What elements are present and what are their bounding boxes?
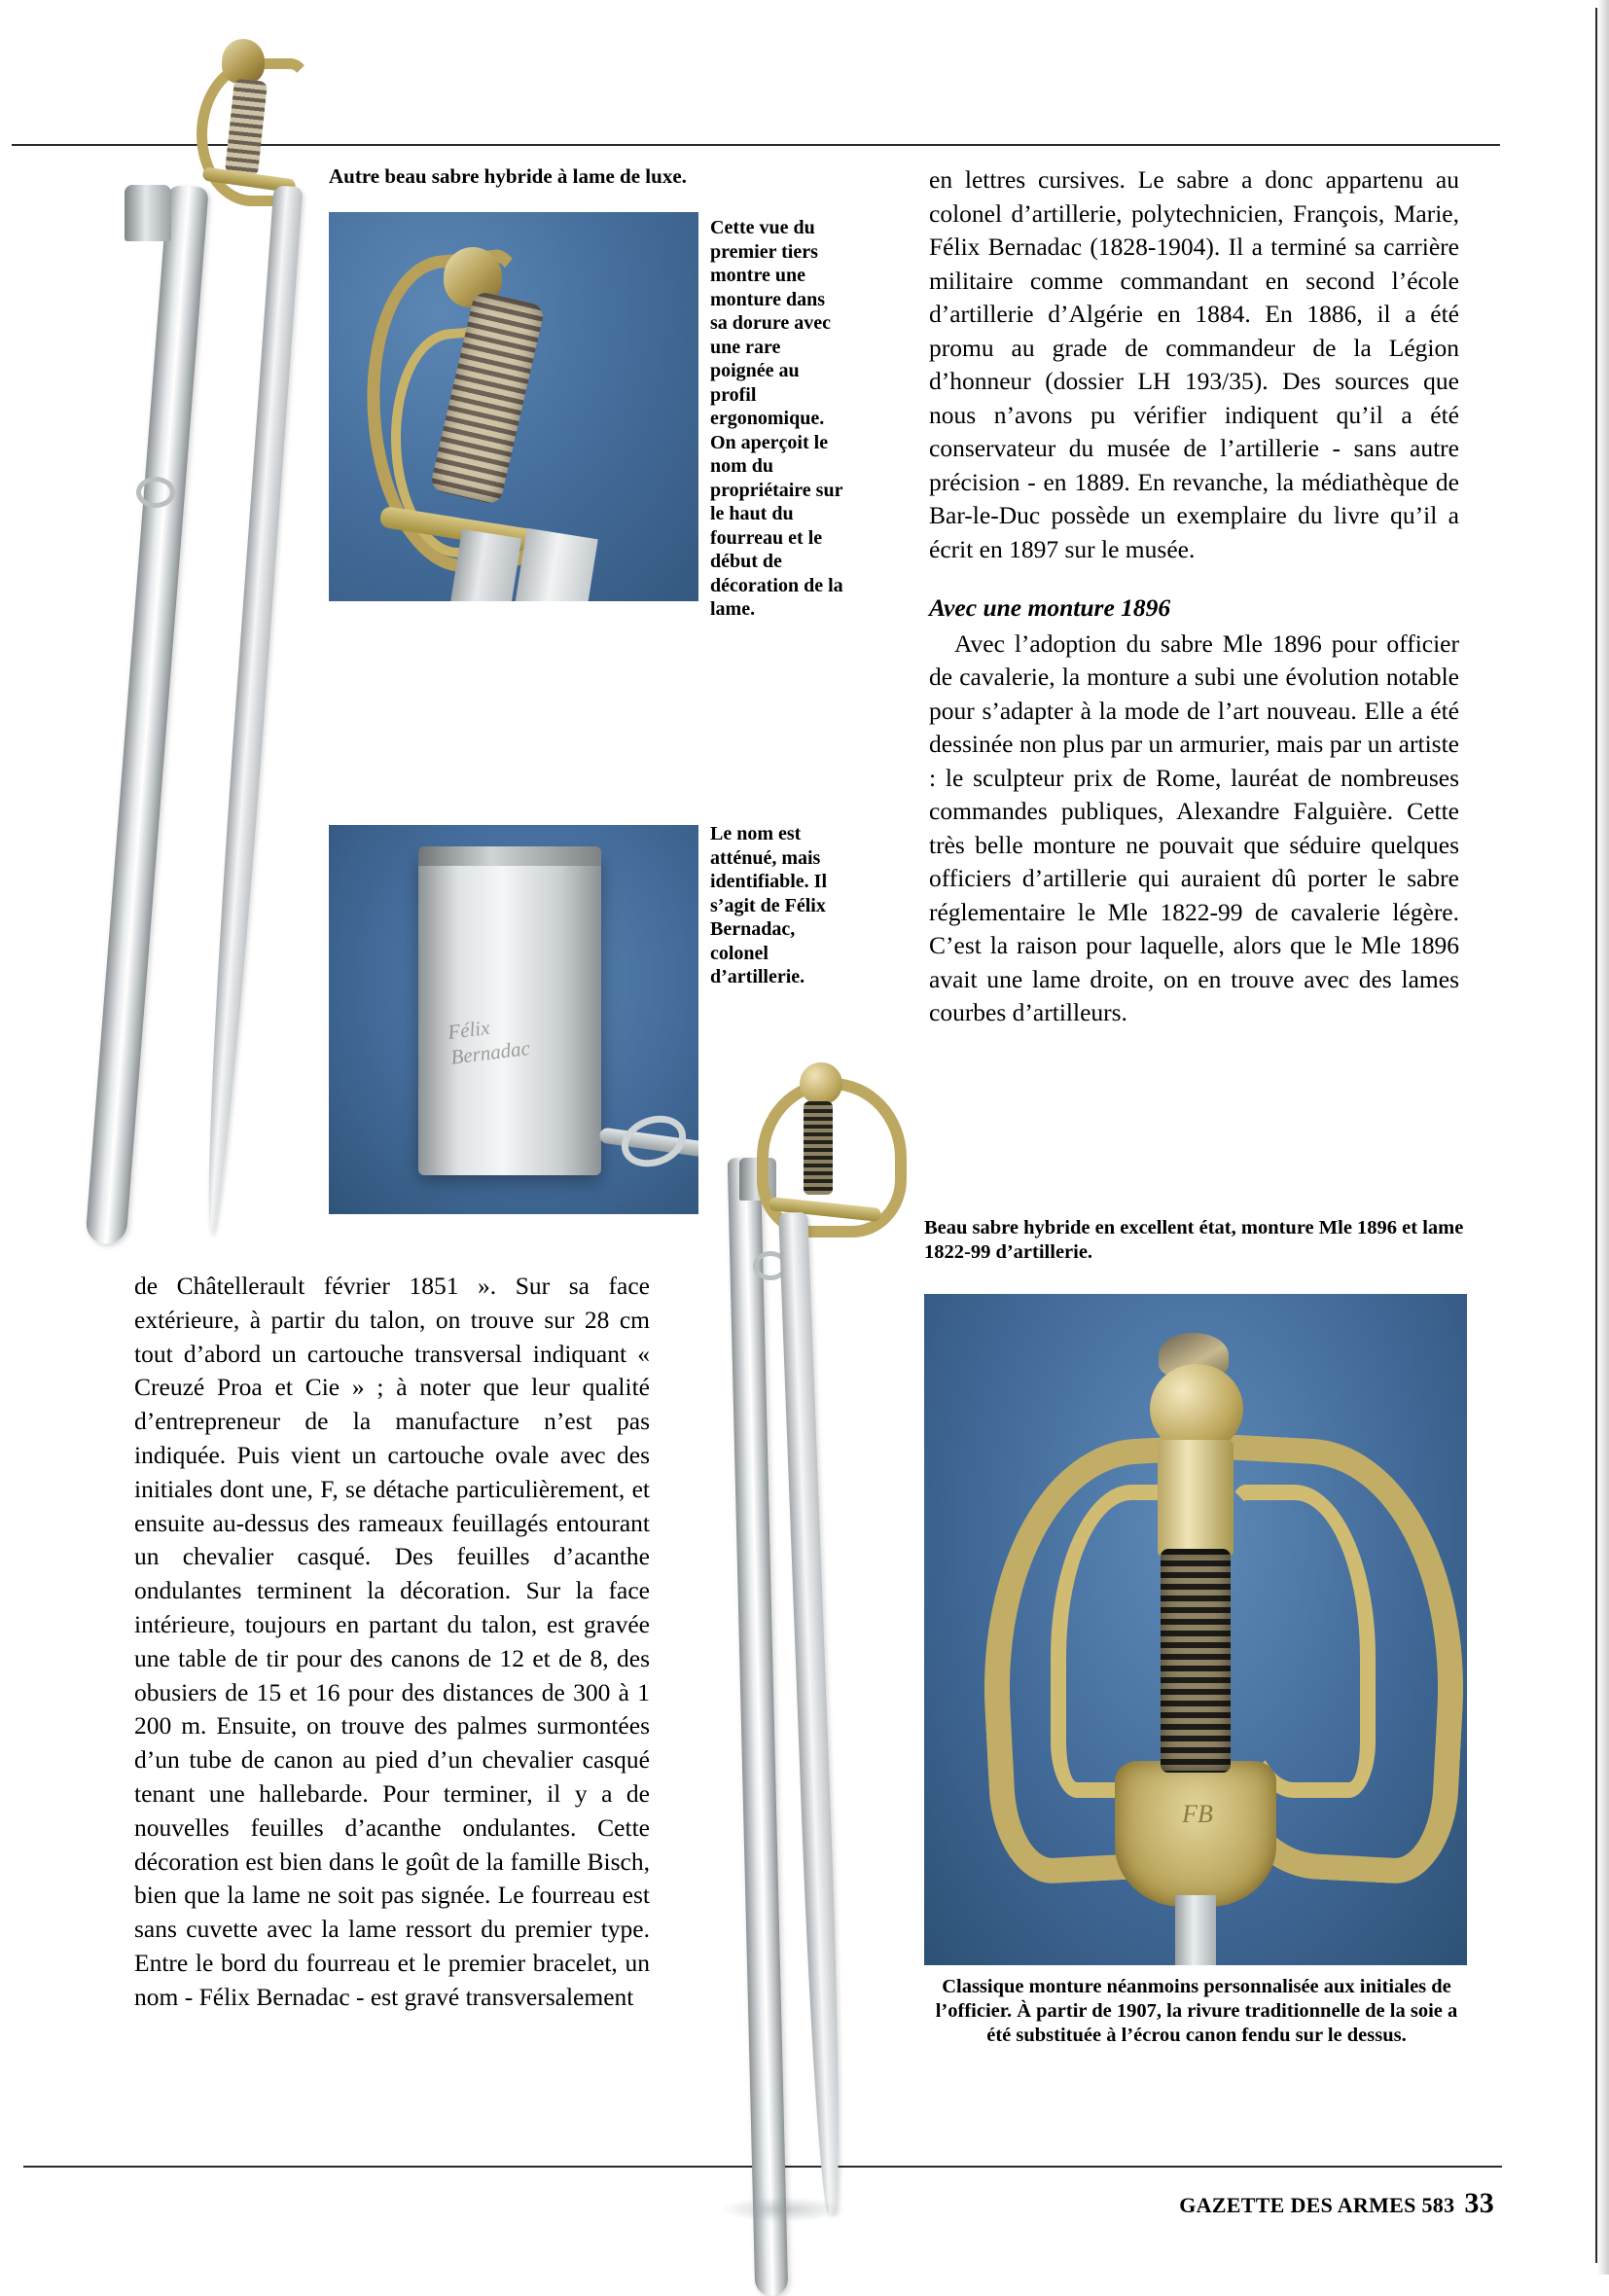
mle1896-pommel [800,1062,842,1105]
scabbard-mouth [125,185,171,241]
blade-ricasso [1175,1895,1216,1965]
mle1896-blade [778,1212,846,2214]
mle1896-grip [804,1101,833,1195]
page-number: 33 [1464,2187,1494,2219]
engraved-name-line-1: Félix [446,1015,491,1044]
right-column-text [929,163,1459,1030]
left-photo-heading: Autre beau sabre hybride à lame de luxe. [329,164,687,188]
page-footer [1179,2187,1494,2220]
engraved-name-line-2: Bernadac [449,1035,532,1069]
page-right-edge-shadow [1597,0,1609,2275]
right-paragraph-2: Avec l’adoption du sabre Mle 1896 pour officier de cavalerie, la monture a subi une évolution notable pour s’adapter à la mode de l’art nouveau. Elle a été dessinée non plus par un armurier, mais par un artiste : le sculpteur prix de Rome, lauréat de nombreuses commandes publiques, Alexandre Falguière. Cette très belle monture ne pouvait que séduire quelques officiers d’artillerie qui auraient dû porter le sabre réglementaire le Mle 1822-99 de cavalerie légère. C’est la raison pour laquelle, alors que le Mle 1896 avait une lame droite, on en trouve avec des lames courbes d’artilleurs. [929,628,1459,1026]
wire-wrapped-grip [1161,1549,1231,1773]
scabbard-suspension-ring [136,477,175,508]
photo-scabbard-engraved-name [329,825,698,1214]
illustration-sabre-mle-1896 [739,1060,905,2218]
publication-title: GAZETTE DES ARMES 583 [1179,2193,1455,2217]
caption-photo-4: Classique monture néanmoins personnalisée aux initiales de l’officier. À partir de 1907, la rivure traditionnelle de la soie a été substituée à l’écrou canon fendu sur le dessus. [935,1976,1458,2046]
caption-photo-2: Le nom est atténué, mais identifiable. Il s’agit de Félix Bernadac, colonel d’artillerie. [710,823,828,987]
right-subheading: Avec une monture 1896 [929,593,1171,622]
guard-base-plate [1115,1761,1276,1907]
sabre-pommel [222,39,265,84]
left-lower-column-text [134,1270,650,2015]
illustration-sabre-hybride [191,39,317,1236]
scabbard-top-edge [418,846,601,866]
illustration-scabbard-long [117,185,195,1245]
photo-mle-1896-hilt [924,1294,1467,1965]
right-paragraph-1: en lettres cursives. Le sabre a donc appartenu au colonel d’artillerie, polytechnicien, François, Marie, Félix Bernadac (1828-1904). Il a terminé sa carrière militaire comme commandant en second l’école d’artillerie d’Algérie en 1884. En 1886, il a été promu au grade de commandeur de la Légion d’honneur (dossier LH 193/35). Des sources que nous n’avons pu vérifier indiquent qu’il a été conservateur du musée de l’artillerie - sans autre précision - en 1889. En revanche, la médiathèque de Bar-le-Duc possède un exemplaire du livre qu’il a écrit en 1897 sur le musée. [929,165,1459,563]
caption-photo-1: Cette vue du premier tiers montre une monture dans sa dorure avec une rare poignée au profil ergonomique. On aperçoit le nom du propriétaire sur le haut du fourreau et le début de décoration de la lame. [710,217,843,620]
sword-tip-shadow [720,2197,846,2222]
officer-monogram: FB [1182,1800,1213,1828]
mle1896-scabbard-body [728,1158,789,2296]
grip-ferrule [1158,1440,1234,1557]
sabre-blade [197,186,303,1236]
photo-hilt-gilt-guard [329,212,698,601]
blade-decoration-start [513,528,597,601]
mle1896-scabbard [732,1158,782,2296]
left-lower-paragraph-1: de Châtellerault février 1851 ». Sur sa face extérieure, à partir du talon, on trouve sur 28 cm tout d’abord un cartouche transversal indiquant « Creuzé Proa et Cie » ; à noter que leur qualité d’entrepreneur de la manufacture n’est pas indiquée. Puis vient un cartouche ovale avec des initiales dont une, F, se détache particulièrement, et ensuite au-dessus des rameaux feuillagés entourant un chevalier casqué. Des feuilles d’acanthe ondulantes terminent la décoration. Sur la face intérieure, toujours en partant du talon, est gravée une table de tir pour des canons de 12 et de 8, des obusiers de 15 et 16 pour des distances de 300 à 1 200 m. Ensuite, on trouve des palmes surmontées d’un tube de canon au pied d’un chevalier casqué tenant une hallebarde. Pour terminer, il y a de nouvelles feuilles d’acanthe ondulantes. Cette décoration est bien dans le goût de la famille Bisch, bien que la lame ne soit pas signée. Le fourreau est sans cuvette avec la lame ressort du premier type. Entre le bord du fourreau et le premier bracelet, un nom - Félix Bernadac - est gravé transversalement [134,1272,650,2011]
caption-photo-3: Beau sabre hybride en excellent état, monture Mle 1896 et lame 1822-99 d’artillerie. [924,1217,1464,1263]
